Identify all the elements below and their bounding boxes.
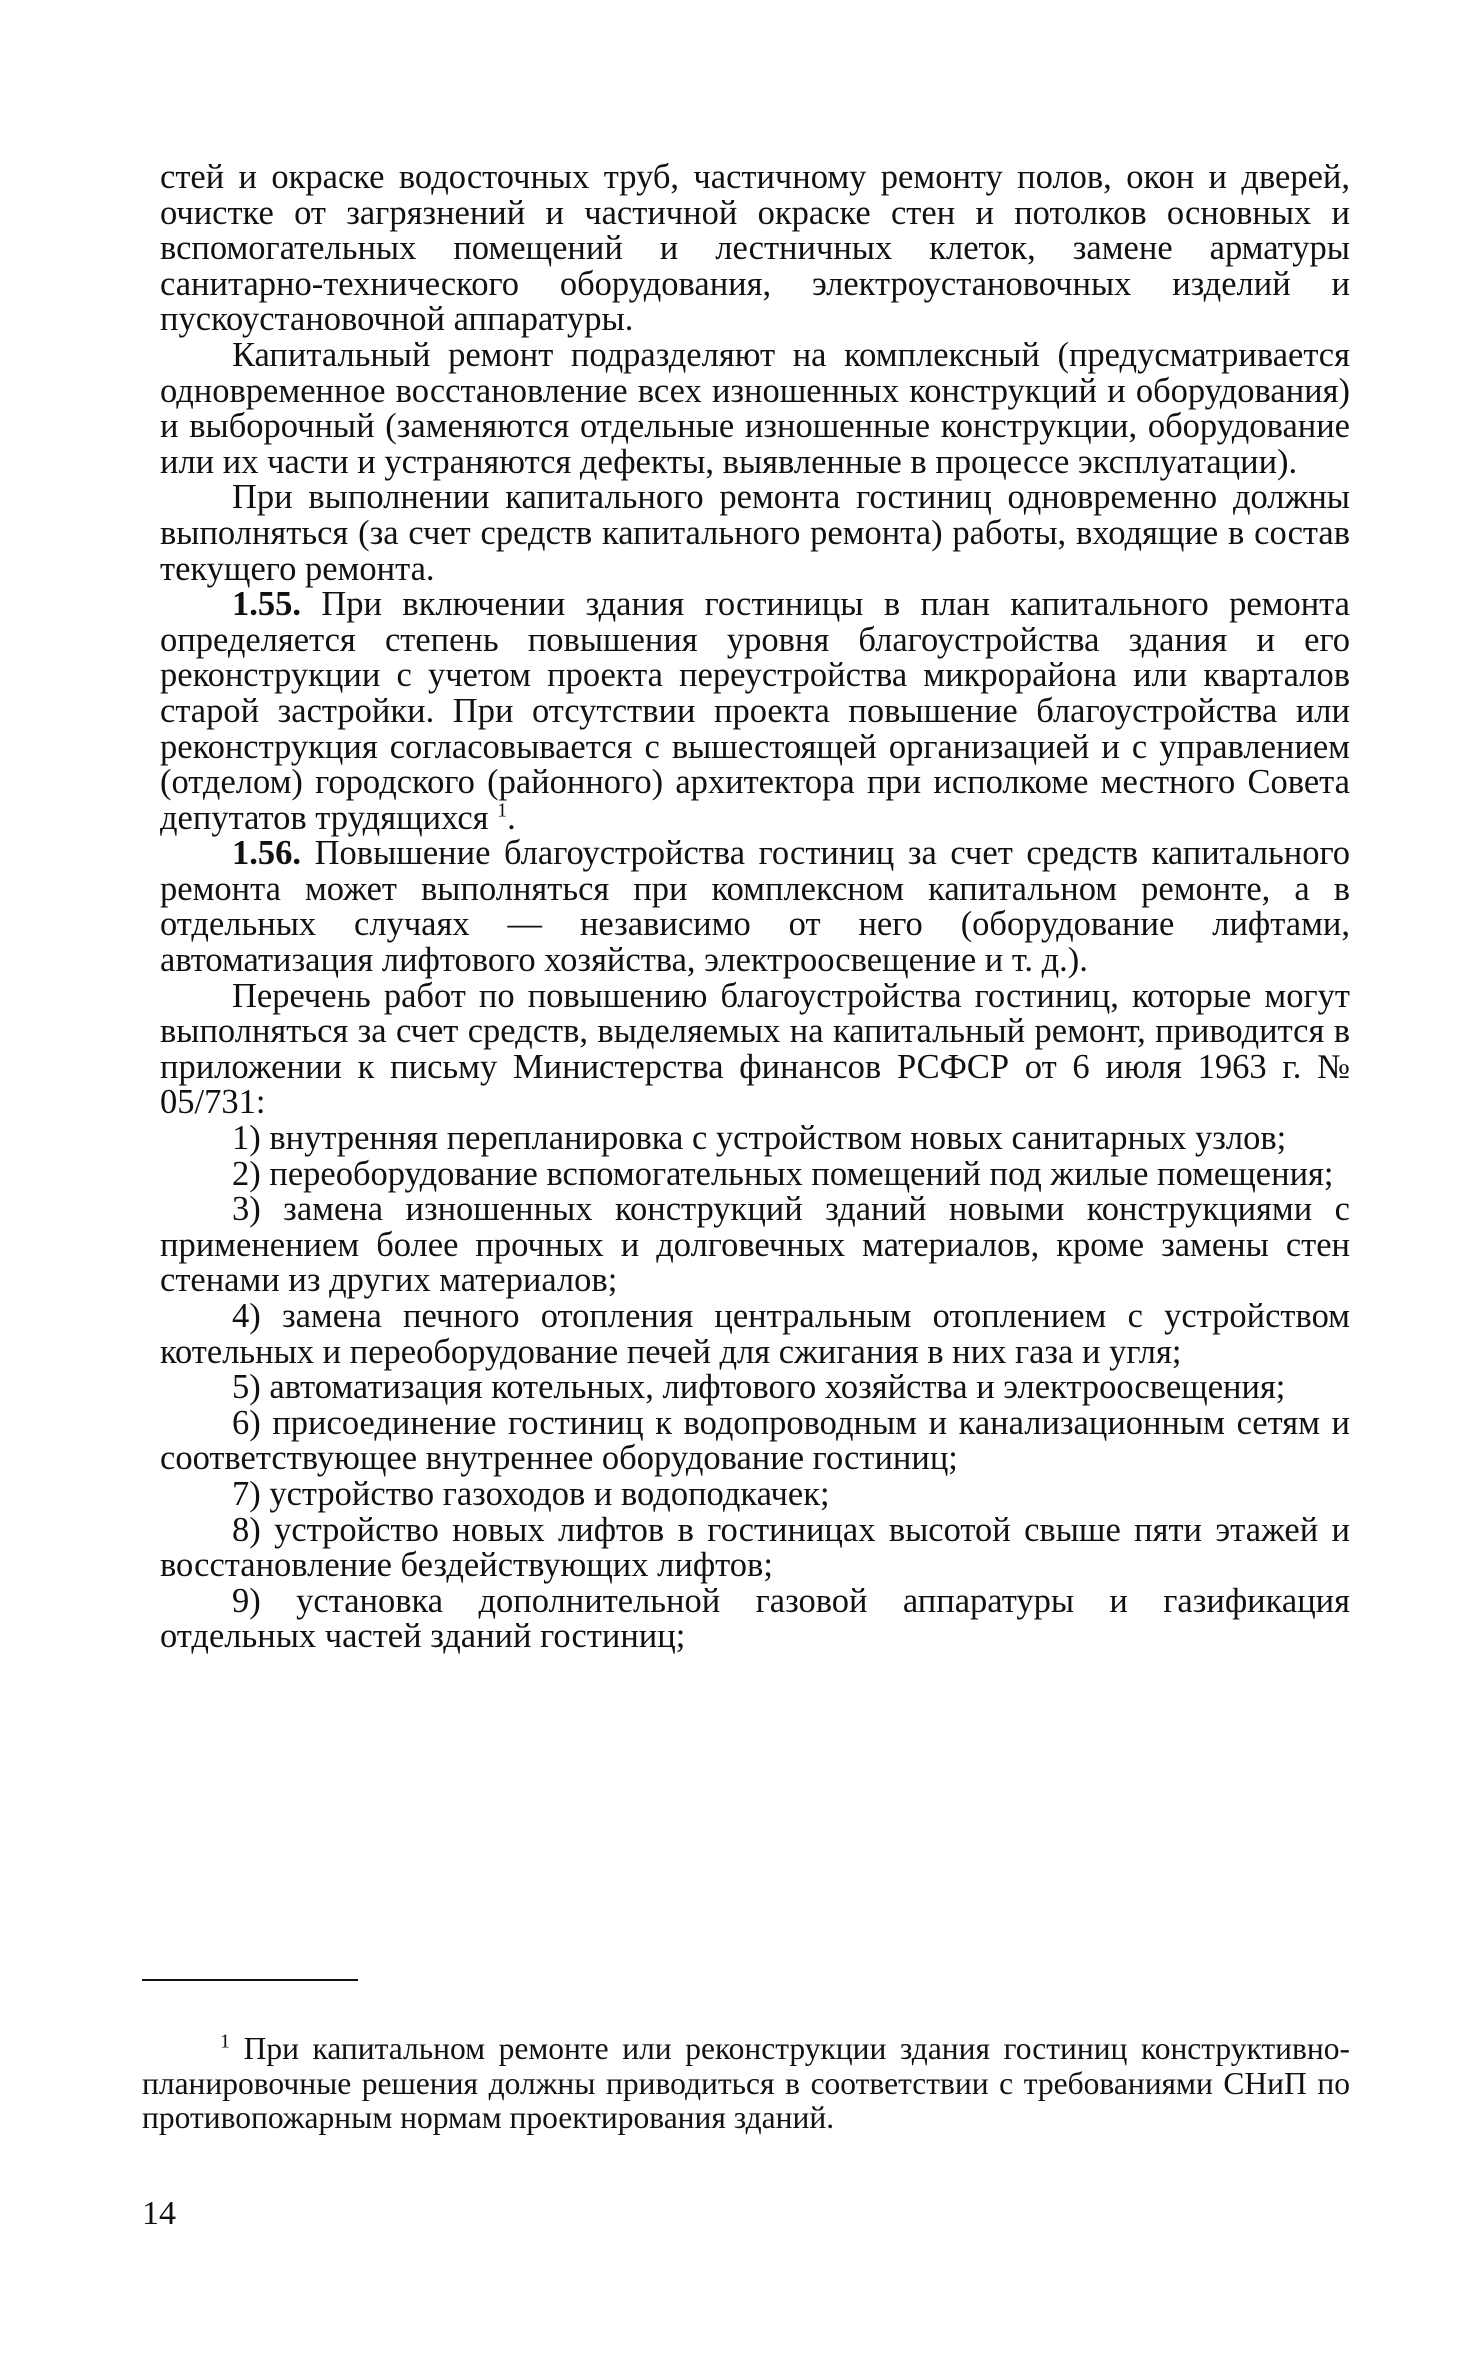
- list-item: 6) присоединение гостиниц к водопроводным и канализационным сетям и соответствующее внутреннее оборудование гостиниц;: [160, 1403, 1350, 1478]
- footnote-text: При капитальном ремонте или реконструкции здания гостиниц конструктивно-планировочные решения должны приводиться в соответствии с требованиями СНиП по противопожарным нормам проектирования зданий.: [142, 2031, 1351, 2135]
- footnote-block: [142, 2032, 1350, 2136]
- footnote-mark: 1: [220, 2030, 230, 2053]
- clause-number: 1.56.: [232, 834, 301, 873]
- page-number: 14: [142, 2195, 176, 2232]
- list-item: 9) установка дополнительной газовой аппаратуры и газификация отдельных частей зданий гостиниц;: [160, 1581, 1350, 1656]
- paragraph-continuation: стей и окраске водосточных труб, частичному ремонту полов, окон и дверей, очистке от загрязнений и частичной окраске стен и потолков основных и вспомогательных помещений и лестничных клеток, замене арматуры санитарно-технического оборудования, электроустановочных изделий и пускоустановочной аппаратуры.: [160, 158, 1350, 339]
- clause-end: .: [507, 798, 516, 837]
- clause-1-56: [160, 836, 1350, 978]
- footnote: [142, 2032, 1350, 2136]
- clause-1-55: [160, 587, 1350, 836]
- list-item: 2) переоборудование вспомогательных помещений под жилые помещения;: [232, 1154, 1334, 1193]
- paragraph-current-repair: При выполнении капитального ремонта гостиниц одновременно должны выполняться (за счет средств капитального ремонта) работы, входящие в состав текущего ремонта.: [160, 478, 1350, 588]
- list-item: 4) замена печного отопления центральным отоплением с устройством котельных и переоборудование печей для сжигания в них газа и угля;: [160, 1297, 1350, 1371]
- footnote-divider: [142, 1979, 358, 1981]
- list-item: 5) автоматизация котельных, лифтового хозяйства и электроосвещения;: [232, 1368, 1286, 1407]
- footnote-reference: 1: [497, 799, 508, 822]
- clause-number: 1.55.: [232, 585, 301, 624]
- main-text: [160, 160, 1350, 1655]
- clause-text: При включении здания гостиницы в план капитального ремонта определяется степень повышения уровня благоустройства здания и его реконструкции с учетом проекта переустройства микрорайона или кварталов старой застройки. При отсутствии проекта повышение благоустройства или реконструкция согласовывается с вышестоящей организацией и с управлением (отделом) городского (районного) архитектора при исполкоме местного Совета депутатов трудящихся: [160, 585, 1350, 837]
- paragraph-list-intro: Перечень работ по повышению благоустройства гостиниц, которые могут выполняться за счет средств, выделяемых на капитальный ремонт, приводится в приложении к письму Министерства финансов РСФСР от 6 июля 1963 г. № 05/731:: [160, 976, 1350, 1122]
- list-item: 1) внутренняя перепланировка с устройством новых санитарных узлов;: [232, 1119, 1287, 1158]
- list-item: 7) устройство газоходов и водоподкачек;: [232, 1474, 830, 1513]
- paragraph-capital-repair: Капитальный ремонт подразделяют на комплексный (предусматривается одновременное восстановление всех изношенных конструкций и оборудования) и выборочный (заменяются отдельные изношенные конструкции, оборудование или их части и устраняются дефекты, выявленные в процессе эксплуатации).: [160, 335, 1350, 481]
- list-item: 8) устройство новых лифтов в гостиницах высотой свыше пяти этажей и восстановление бездействующих лифтов;: [160, 1510, 1350, 1585]
- clause-text: Повышение благоустройства гостиниц за счет средств капитального ремонта может выполняться при комплексном капитальном ремонте, а в отдельных случаях — независимо от него (оборудование лифтами, автоматизация лифтового хозяйства, электроосвещение и т. д.).: [160, 834, 1351, 980]
- list-item: 3) замена изношенных конструкций зданий новыми конструкциями с применением более прочных и долговечных материалов, кроме замены стен стенами из других материалов;: [160, 1190, 1350, 1300]
